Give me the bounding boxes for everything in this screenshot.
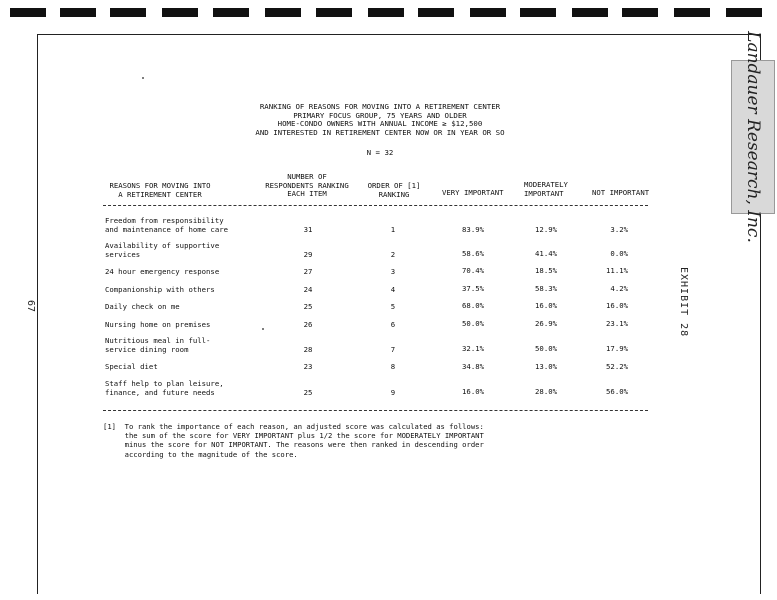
header-line: REASONS FOR MOVING INTO [109,181,211,190]
not-important-cell: 3.2% [610,225,628,234]
title-line: AND INTERESTED IN RETIREMENT CENTER NOW OR IN YEAR OR SO [255,127,505,137]
very-important-cell: 16.0% [462,387,484,396]
very-important-cell: 70.4% [462,266,484,275]
not-important-cell: 0.0% [610,249,628,258]
respondents-cell: 31 [303,225,313,234]
header-not-important: NOT IMPORTANT [592,188,650,197]
respondents-cell: 24 [303,285,313,294]
scan-speck [142,77,144,79]
footnote-line: [1] To rank the importance of each reason, an adjusted score was calculated as follows: [103,422,484,431]
scan-mark [368,8,404,17]
footnote-line: the sum of the score for VERY IMPORTANT plus 1/2 the score for MODERATELY IMPORTANT [103,431,484,441]
respondents-cell: 29 [303,250,313,259]
moderately-important-cell: 58.3% [535,284,557,293]
header-line: RESPONDENTS RANKING [265,180,349,190]
respondents-cell: 23 [303,362,313,371]
order-cell: 4 [390,285,396,294]
reason-cell: Special diet [105,362,158,371]
header-respondents [262,173,352,199]
title-line: RANKING OF REASONS FOR MOVING INTO A RETIREMENT CENTER [259,102,501,111]
logo-text: Landauer Research, Inc. [743,31,763,243]
very-important-cell: 83.9% [462,225,484,234]
scan-mark [622,8,658,17]
footnote-line: minus the score for NOT IMPORTANT. The reasons were then ranked in descending order [103,440,484,450]
moderately-important-cell: 28.0% [535,387,557,396]
header-line: EACH ITEM [287,189,327,199]
table-bottom-rule [103,410,648,411]
sample-size: N = 32 [366,148,394,157]
not-important-cell: 11.1% [606,266,628,275]
respondents-cell: 25 [303,302,313,311]
moderately-important-cell: 26.9% [535,319,557,328]
order-cell: 6 [390,320,396,329]
reason-cell [105,336,210,354]
scan-mark [265,8,301,17]
reason-cell: 24 hour emergency response [105,267,220,276]
reason-line: finance, and future needs [105,388,215,397]
order-cell: 9 [390,388,396,397]
reason-cell [105,216,228,234]
not-important-cell: 23.1% [606,319,628,328]
header-very-important: VERY IMPORTANT [442,188,504,197]
moderately-important-cell: 16.0% [535,301,557,310]
title-line: HOME-CONDO OWNERS WITH ANNUAL INCOME ≥ $12,500 [277,119,483,129]
reason-line: and maintenance of home care [105,225,229,234]
reason-line: service dining room [105,345,189,354]
reason-cell: Nursing home on premises [105,320,211,329]
header-line: IMPORTANT [524,188,564,198]
moderately-important-cell: 50.0% [535,344,557,353]
company-logo [731,31,775,243]
title-line: PRIMARY FOCUS GROUP, 75 YEARS AND OLDER [293,110,467,120]
order-cell: 5 [390,302,396,311]
header-line: A RETIREMENT CENTER [118,189,202,199]
scan-mark [674,8,710,17]
very-important-cell: 37.5% [462,284,484,293]
moderately-important-cell: 41.4% [535,249,557,258]
reason-line: Freedom from responsibility [105,216,224,225]
moderately-important-cell: 12.9% [535,225,557,234]
scan-mark [726,8,762,17]
not-important-cell: 16.0% [606,301,628,310]
order-cell: 7 [390,345,396,354]
order-cell: 3 [390,267,396,276]
reason-cell [105,241,219,259]
header-line: RANKING [378,189,410,199]
scan-mark [213,8,249,17]
scan-mark [316,8,352,17]
not-important-cell: 52.2% [606,362,628,371]
respondents-cell: 25 [303,388,313,397]
very-important-cell: 58.6% [462,249,484,258]
not-important-cell: 56.0% [606,387,628,396]
header-moderately-important [524,181,568,198]
scan-mark [60,8,96,17]
respondents-cell: 28 [303,345,313,354]
header-order [364,182,424,199]
order-cell: 1 [390,225,396,234]
page-number: 67 [25,300,36,313]
respondents-cell: 26 [303,320,313,329]
reason-line: Availability of supportive [105,241,220,250]
header-rule [103,205,648,206]
scan-mark [520,8,556,17]
moderately-important-cell: 18.5% [535,266,557,275]
moderately-important-cell: 13.0% [535,362,557,371]
very-important-cell: 50.0% [462,319,484,328]
table-title [190,103,570,137]
very-important-cell: 68.0% [462,301,484,310]
very-important-cell: 32.1% [462,344,484,353]
footnote [103,422,484,459]
scan-mark [470,8,506,17]
reason-line: Staff help to plan leisure, [105,379,224,388]
scan-mark [162,8,198,17]
header-reasons [105,182,215,199]
reason-line: services [105,250,141,259]
footnote-line: according to the magnitude of the score. [103,449,298,459]
very-important-cell: 34.8% [462,362,484,371]
header-line: NUMBER OF [287,172,327,181]
reason-line: Nutritious meal in full- [105,336,211,345]
not-important-cell: 4.2% [610,284,628,293]
header-line: ORDER OF [1] [367,181,421,190]
order-cell: 2 [390,250,396,259]
header-line: MODERATELY [524,180,568,189]
scan-mark [10,8,46,17]
reason-cell: Companionship with others [105,285,215,294]
respondents-cell: 27 [303,267,313,276]
scan-mark [110,8,146,17]
scan-mark [418,8,454,17]
not-important-cell: 17.9% [606,344,628,353]
scan-mark [572,8,608,17]
reason-cell: Daily check on me [105,302,180,311]
scan-speck [262,328,264,330]
exhibit-label: EXHIBIT 28 [678,267,689,338]
order-cell: 8 [390,362,396,371]
reason-cell [105,379,224,397]
